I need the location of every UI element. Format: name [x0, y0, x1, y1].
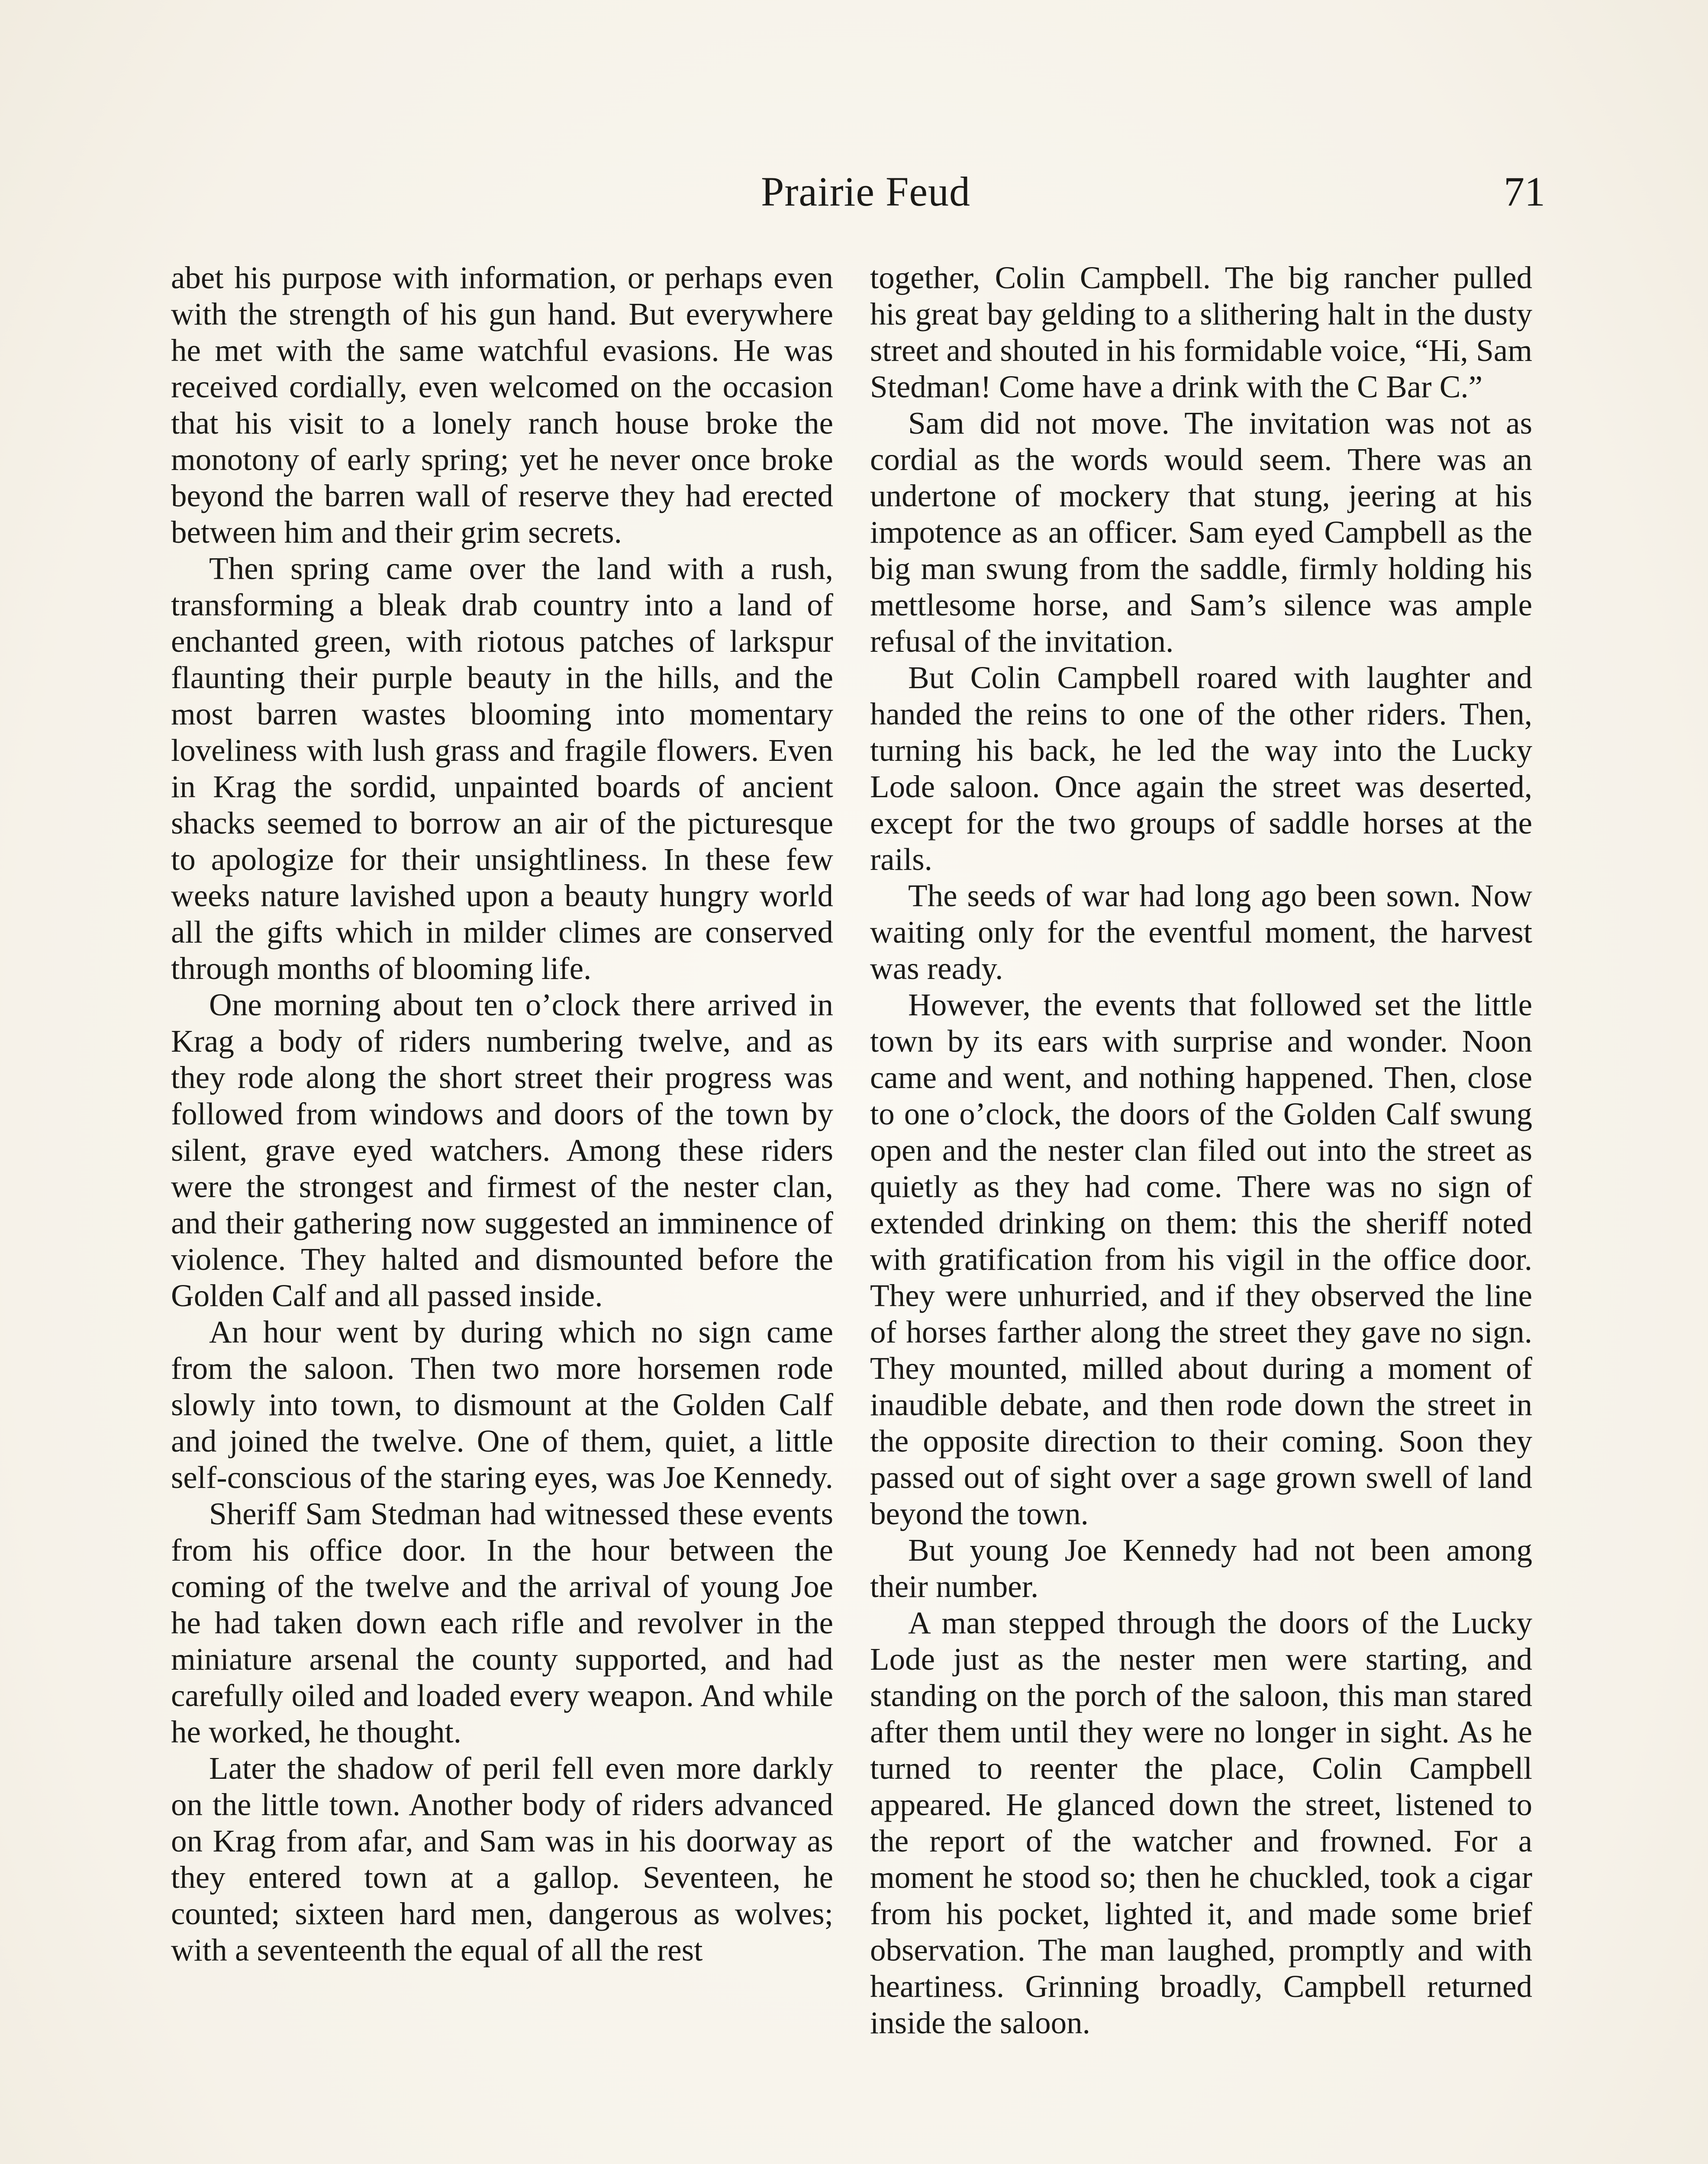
paragraph: together, Colin Campbell. The big rancher pulled his great bay gelding to a slithering halt in the dusty street and shouted in his formidable voice, “Hi, Sam Stedman! Come have a drink with the C Bar C.” [870, 260, 1532, 404]
paragraph: But Colin Campbell roared with laughter and handed the reins to one of the other riders. Then, turning his back, he led the way into the Lucky Lode saloon. Once again the street was deserted, except for the two groups of saddle horses at the rails. [870, 660, 1532, 877]
paragraph: But young Joe Kennedy had not been among their number. [870, 1533, 1532, 1604]
paragraph: abet his purpose with information, or perhaps even with the strength of his gun hand. But everywhere he met with the same watchful evasions. He was received cordially, even welcomed on the occasion that his visit to a lonely ranch house broke the monotony of early spring; yet he never once broke beyond the barren wall of reserve they had erected between him and their grim secrets. [171, 260, 833, 550]
paragraph: Sam did not move. The invitation was not as cordial as the words would seem. There was an undertone of mockery that stung, jeering at his impotence as an officer. Sam eyed Campbell as the big man swung from the saddle, firmly holding his mettlesome horse, and Sam’s silence was ample refusal of the invitation. [870, 406, 1532, 659]
right-column [870, 260, 1532, 2041]
paragraph: A man stepped through the doors of the Lucky Lode just as the nester men were starting, and standing on the porch of the saloon, this man stared after them until they were no longer in sight. As he turned to reenter the place, Colin Campbell appeared. He glanced down the street, listened to the report of the watcher and frowned. For a moment he stood so; then he chuckled, took a cigar from his pocket, lighted it, and made some brief observation. The man laughed, promptly and with heartiness. Grinning broadly, Campbell returned inside the saloon. [870, 1605, 1532, 2040]
paragraph: Sheriff Sam Stedman had witnessed these events from his office door. In the hour between the coming of the twelve and the arrival of young Joe he had taken down each rifle and revolver in the miniature arsenal the county supported, and had carefully oiled and loaded every weapon. And while he worked, he thought. [171, 1496, 833, 1749]
running-title: Prairie Feud [761, 168, 970, 215]
paragraph: Then spring came over the land with a rush, transforming a bleak drab country into a land of enchanted green, with riotous patches of larkspur flaunting their purple beauty in the hills, and the most barren wastes blooming into momentary loveliness with lush grass and fragile flowers. Even in Krag the sordid, unpainted boards of ancient shacks seemed to borrow an air of the picturesque to apologize for their unsightliness. In these few weeks nature lavished upon a beauty hungry world all the gifts which in milder climes are conserved through months of blooming life. [171, 551, 833, 986]
page-number: 71 [1504, 168, 1545, 215]
left-column [171, 260, 833, 1968]
paragraph: The seeds of war had long ago been sown. Now waiting only for the eventful moment, the harvest was ready. [870, 878, 1532, 986]
paragraph: One morning about ten o’clock there arrived in Krag a body of riders numbering twelve, and as they rode along the short street their progress was followed from windows and doors of the town by silent, grave eyed watchers. Among these riders were the strongest and firmest of the nester clan, and their gathering now suggested an imminence of violence. They halted and dismounted before the Golden Calf and all passed inside. [171, 987, 833, 1313]
paragraph: However, the events that followed set the little town by its ears with surprise and wonder. Noon came and went, and nothing happened. Then, close to one o’clock, the doors of the Golden Calf swung open and the nester clan filed out into the street as quietly as they had come. There was no sign of extended drinking on them: this the sheriff noted with gratification from his vigil in the office door. They were unhurried, and if they observed the line of horses farther along the street they gave no sign. They mounted, milled about during a moment of inaudible debate, and then rode down the street in the opposite direction to their coming. Soon they passed out of sight over a sage grown swell of land beyond the town. [870, 987, 1532, 1531]
paragraph: Later the shadow of peril fell even more darkly on the little town. Another body of riders advanced on Krag from afar, and Sam was in his doorway as they entered town at a gallop. Seventeen, he counted; sixteen hard men, dangerous as wolves; with a seventeenth the equal of all the rest [171, 1751, 833, 1968]
paragraph: An hour went by during which no sign came from the saloon. Then two more horsemen rode slowly into town, to dismount at the Golden Calf and joined the twelve. One of them, quiet, a little self-conscious of the staring eyes, was Joe Kennedy. [171, 1314, 833, 1495]
